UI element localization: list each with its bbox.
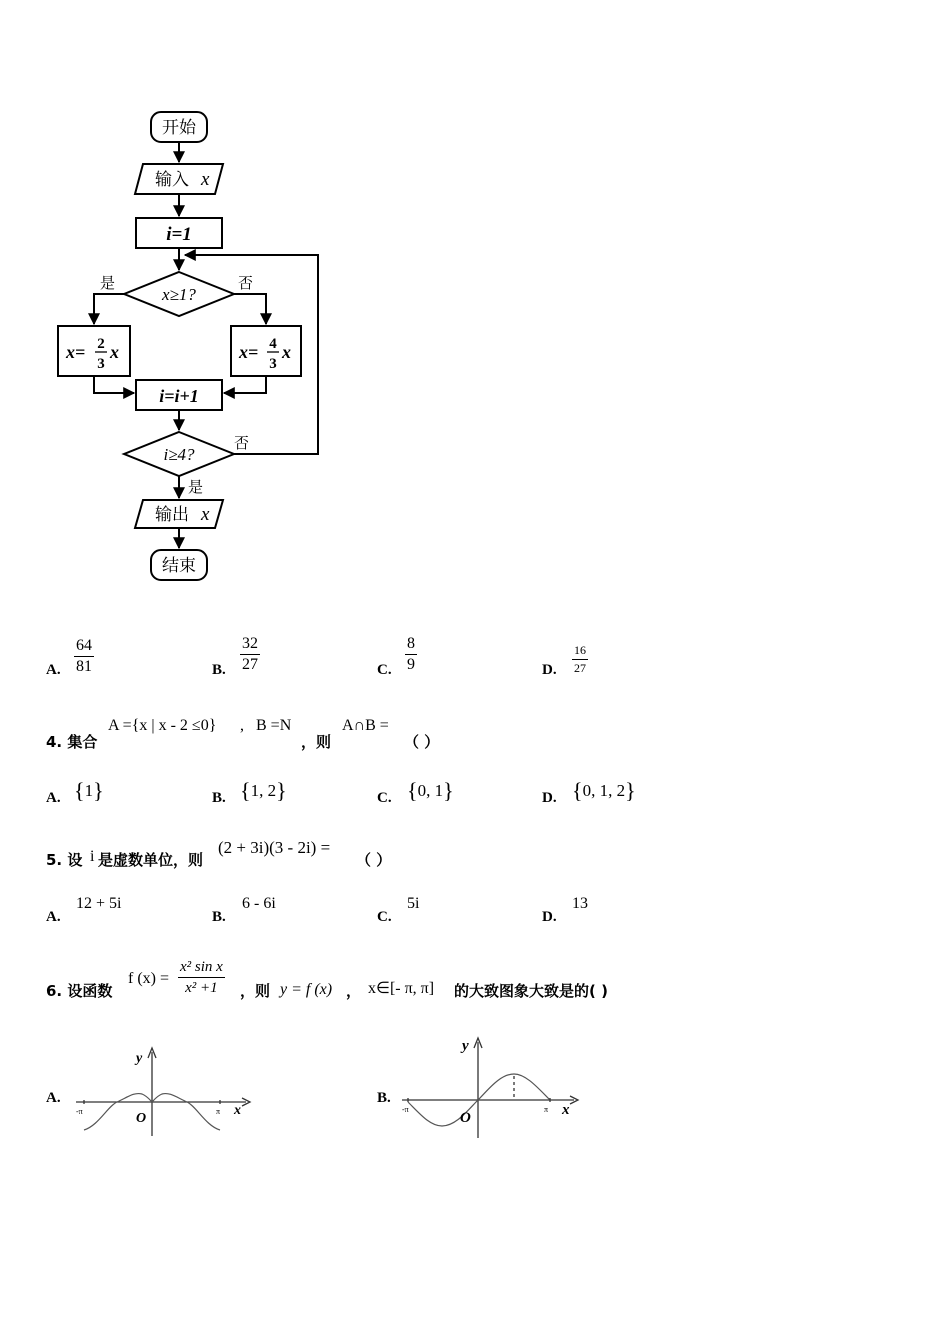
q3-option-d-letter: D. [542,662,557,678]
graph-a-pi-label: π [216,1107,221,1116]
q4-option-c-value: {0, 1} [407,778,454,803]
flow-cond2-label: i≥4? [163,445,195,464]
q5-option-d-letter: D. [542,909,557,925]
q4-a-text: 1 [84,781,94,800]
q5-expr: (2 + 3i)(3 - 2i) = [218,838,331,857]
q3-d-den: 27 [574,661,586,675]
q4-c-text: 0, 1 [417,781,444,800]
q3-option-a-letter: A. [46,662,61,678]
q5-option-d-value: 13 [572,895,588,912]
flow-output-var: x [201,504,210,525]
q4-number: 4. [46,733,63,751]
q6-stem-lead [46,980,112,1001]
q5-option-a-value: 12 + 5i [76,895,122,912]
q5-option-c-value: 5i [407,895,420,912]
graph-b-origin-label: O [460,1110,471,1126]
q4-set-a: A ={x | x - 2 ≤0} [108,717,217,734]
q6-option-b-graph[interactable] [398,1030,588,1142]
q6-f-fraction [178,957,225,998]
q3-b-den: 27 [242,656,258,673]
q6-comma: ， [346,982,362,1000]
q4-option-a-value: {1} [74,778,104,803]
q6-option-b-letter[interactable]: B. [377,1090,391,1106]
q4-option-c-letter: C. [377,790,392,806]
flow-left-den: 3 [97,356,105,372]
q4-stem-pre: 集合 [67,733,98,751]
graph-a-y-label: y [136,1051,143,1066]
q4-option-d-value: {0, 1, 2} [572,778,636,803]
flow-yes1-label: 是 [100,274,116,292]
q3-c-num: 8 [405,634,417,655]
graph-b-neg-pi-label: -π [402,1105,409,1114]
flow-right-num: 4 [269,336,277,352]
flow-left-var: x [110,342,119,362]
graph-a-x-label: x [234,1103,241,1118]
q5-stem-mid: 是虚数单位，则 [98,851,204,869]
q6-stem-mid: ，则 [240,982,271,1000]
flow-init-label: i=1 [166,224,192,245]
flow-right-var: x [282,342,291,362]
q3-option-a-value [74,636,94,677]
q5-i-symbol: i [90,848,95,865]
q3-option-d-value [572,642,588,677]
q4-d-text: 0, 1, 2 [582,781,626,800]
q6-option-a-graph[interactable] [72,1040,262,1140]
q4-option-b-letter: B. [212,790,226,806]
q3-option-b-letter: B. [212,662,226,678]
q3-a-num: 64 [74,636,94,657]
q3-c-den: 9 [407,656,415,673]
q5-stem-lead [46,849,82,870]
q6-option-a-letter[interactable]: A. [46,1090,61,1106]
q4-sep: , [240,717,244,734]
q6-domain: x∈[- π, π] [368,980,435,997]
q3-d-num: 16 [572,642,588,660]
q4-blank: （ ） [404,733,440,751]
graph-a-neg-pi-label: -π [76,1107,83,1116]
q6-y-expr: y = f (x) [280,981,333,998]
q3-b-num: 32 [240,634,260,655]
flowchart [40,100,340,590]
q4-option-d-letter: D. [542,790,557,806]
q3-option-b-value [240,634,260,675]
graph-b-y-label: y [462,1038,469,1054]
flow-cond1-label: x≥1? [162,285,196,304]
graph-a-origin-label: O [136,1111,147,1126]
flow-left-num: 2 [97,336,105,352]
graph-b-pi-label: π [544,1105,549,1114]
q3-option-c-value [405,634,417,675]
flow-right-lhs: x= [239,342,259,362]
q5-option-b-letter: B. [212,909,226,925]
flow-no1-label: 否 [238,274,254,292]
q4-set-b: B =N [256,717,292,734]
q5-option-a-letter: A. [46,909,61,925]
flow-left-lhs: x= [66,342,86,362]
q4-stem-lead [46,731,97,752]
q3-option-c-letter: C. [377,662,392,678]
q4-option-b-value: {1, 2} [240,778,287,803]
q6-number: 6. [46,982,63,1000]
q5-blank: （ ） [356,851,392,869]
flow-start-label: 开始 [162,118,196,138]
q6-f-num: x² sin x [178,957,225,978]
q6-f-lhs: f (x) = [128,970,170,987]
flow-right-den: 3 [269,356,277,372]
q4-b-text: 1, 2 [250,781,277,800]
flow-input-var: x [201,169,210,190]
q6-stem-post: 的大致图象大致是的( ) [454,982,608,1000]
graph-b-x-label: x [562,1102,570,1118]
flow-no2-label: 否 [234,434,250,452]
q5-option-b-value: 6 - 6i [242,895,276,912]
q6-stem-pre: 设函数 [67,982,113,1000]
q5-stem-pre: 设 [67,851,83,869]
flow-output-label: 输出 [155,505,189,525]
q4-option-a-letter: A. [46,790,61,806]
flow-end-label: 结束 [162,556,196,576]
flow-yes2-label: 是 [188,478,204,496]
q6-f-den: x² +1 [185,980,218,996]
q5-number: 5. [46,851,63,869]
q3-a-den: 81 [76,658,92,675]
flow-incr-label: i=i+1 [159,386,199,406]
q4-expr: A∩B = [342,717,389,734]
q4-stem-mid: ，则 [301,733,332,751]
q5-option-c-letter: C. [377,909,392,925]
flow-input-label: 输入 [155,170,189,190]
